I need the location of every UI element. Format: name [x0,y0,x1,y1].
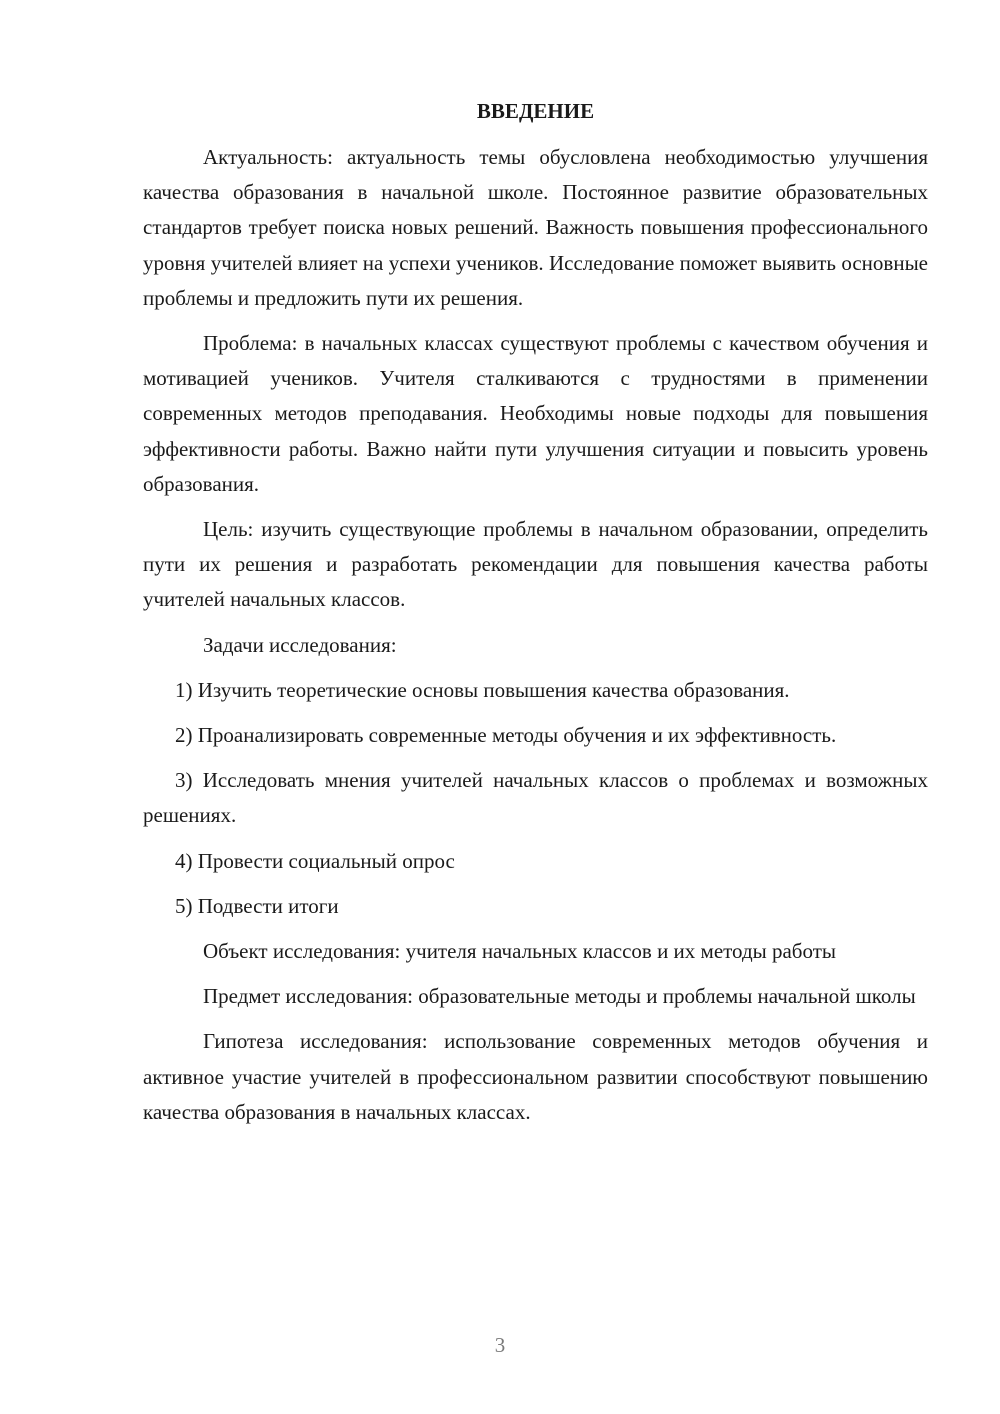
task-item-1: 1) Изучить теоретические основы повышения качества образования. [175,677,790,702]
document-page [143,96,928,1140]
paragraph-goal: Цель: изучить существующие проблемы в начальном образовании, определить пути их решения и разработать рекомендации для повышения качества работы учителей начальных классов. [143,517,928,612]
paragraph-problem: Проблема: в начальных классах существуют проблемы с качеством обучения и мотивацией учеников. Учителя сталкиваются с трудностями в применении современных методов преподавания. Необходимы новые подходы для повышения эффективности работы. Важно найти пути улучшения ситуации и повысить уровень образования. [143,331,928,496]
tasks-heading: Задачи исследования: [203,632,397,657]
task-item-3: 3) Исследовать мнения учителей начальных классов о проблемах и возможных решениях. [143,768,928,828]
task-item-5: 5) Подвести итоги [175,893,339,918]
task-item-2: 2) Проанализировать современные методы обучения и их эффективность. [175,723,837,748]
paragraph-subject: Предмет исследования: образовательные методы и проблемы начальной школы [203,984,916,1009]
paragraph-relevance: Актуальность: актуальность темы обусловлена необходимостью улучшения качества образования в начальной школе. Постоянное развитие образовательных стандартов требует поиска новых решений. Важность повышения профессионального уровня учителей влияет на успехи учеников. Исследование поможет выявить основные проблемы и предложить пути их решения. [143,145,928,310]
page-number: 3 [494,1333,506,1357]
page-title: ВВЕДЕНИЕ [476,99,595,123]
paragraph-hypothesis: Гипотеза исследования: использование современных методов обучения и активное участие учителей в профессиональном развитии способствуют повышению качества образования в начальных классах. [143,1029,928,1124]
task-item-4: 4) Провести социальный опрос [175,848,455,873]
paragraph-object: Объект исследования: учителя начальных классов и их методы работы [203,939,837,964]
